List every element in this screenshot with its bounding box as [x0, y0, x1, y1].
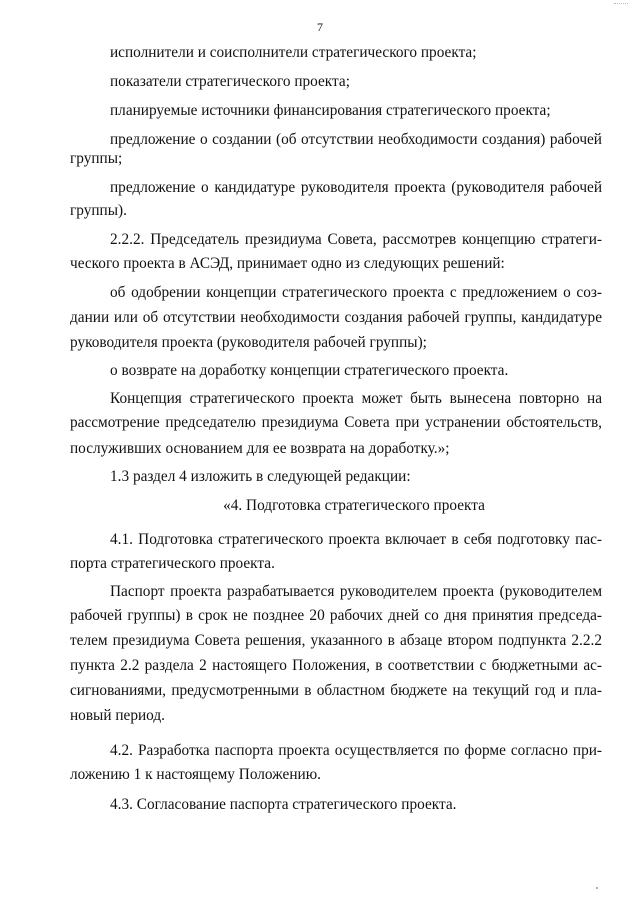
text-line: ческого проекта в АСЭД, принимает одно из следующих решений:: [70, 255, 505, 272]
text-line: предложение о создании (об отсутствии необходимости создания) рабочей: [110, 131, 602, 148]
corner-mark: [614, 0, 628, 4]
text-line: 4.2. Разработка паспорта проекта осуществляется по форме согласно при-: [110, 742, 602, 759]
page-number: 7: [317, 20, 323, 34]
text-line: о возврате на доработку концепции стратегического проекта.: [110, 362, 509, 379]
text-line: рассмотрение председателю президиума Совета при устранении обстоятельств,: [70, 414, 602, 431]
text-line: телем президиума Совета решения, указанного в абзаце втором подпункта 2.2.2: [70, 632, 602, 649]
text-line: ложению 1 к настоящему Положению.: [70, 766, 321, 783]
text-line: предложение о кандидатуре руководителя проекта (руководителя рабочей: [110, 179, 602, 196]
text-line: Концепция стратегического проекта может быть вынесена повторно на: [110, 390, 602, 407]
text-line: руководителя проекта (руководителя рабочей группы);: [70, 334, 427, 351]
text-line: дании или об отсутствии необходимости создания рабочей группы, кандидатуре: [70, 309, 602, 326]
text-line: 4.3. Согласование паспорта стратегического проекта.: [110, 796, 457, 813]
text-line: 2.2.2. Председатель президиума Совета, рассмотрев концепцию стратеги-: [110, 231, 602, 248]
section-heading: «4. Подготовка стратегического проекта: [223, 497, 485, 514]
text-line: новый период.: [70, 707, 165, 724]
text-line: рабочей группы) в срок не позднее 20 рабочих дней со дня принятия председа-: [70, 607, 602, 624]
text-line: показатели стратегического проекта;: [110, 73, 350, 90]
text-line: Паспорт проекта разрабатывается руководителем проекта (руководителем: [110, 583, 602, 600]
text-line: порта стратегического проекта.: [70, 555, 275, 572]
text-line: исполнители и соисполнители стратегического проекта;: [110, 44, 477, 61]
text-line: послуживших основанием для ее возврата на доработку.»;: [70, 440, 450, 457]
text-line: 1.3 раздел 4 изложить в следующей редакции:: [110, 468, 411, 485]
text-line: пункта 2.2 раздела 2 настоящего Положения, в соответствии с бюджетными ас-: [70, 657, 602, 674]
text-line: сигнованиями, предусмотренными в областном бюджете на текущий год и пла-: [70, 682, 602, 699]
text-line: группы).: [70, 202, 127, 219]
text-line: группы;: [70, 150, 123, 167]
text-line: об одобрении концепции стратегического проекта с предложением о соз-: [110, 284, 602, 301]
text-line: планируемые источники финансирования стратегического проекта;: [110, 102, 551, 119]
scan-speck: [596, 887, 598, 889]
text-line: 4.1. Подготовка стратегического проекта включает в себя подготовку пас-: [110, 531, 602, 548]
